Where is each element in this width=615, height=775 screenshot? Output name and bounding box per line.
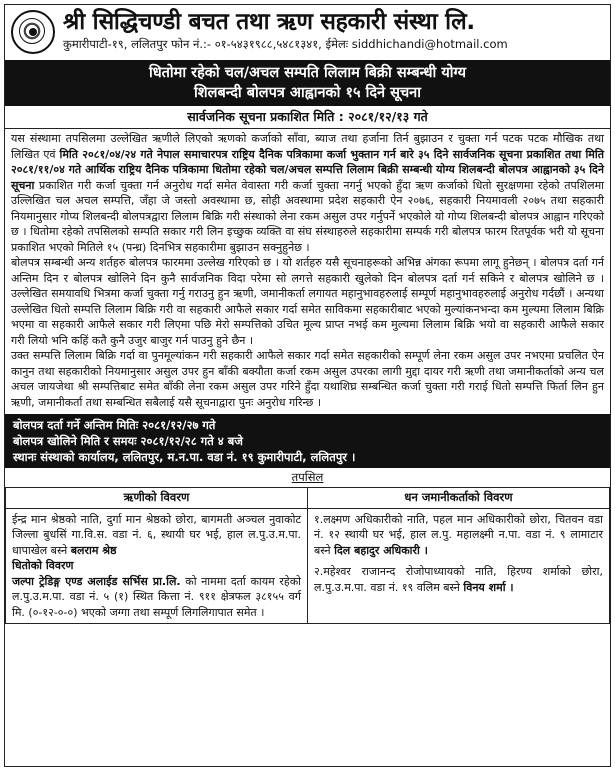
collateral-owner: जल्पा ट्रेडिङ्ग एण्ड अलाईड सर्भिस प्रा.लि.	[12, 574, 181, 588]
borrower-address: ईन्द्र मान श्रेष्ठको नाति, दुर्गा मान श्रेष्ठको छोरा, बागमती अञ्चल नुवाकोट जिल्ला बुधसिं गा.वि.स. वडा नं. ६, स्थायी घर भई, हाल ल.पु.उ.म.पा. धापाखेल बस्ने	[12, 512, 301, 557]
paragraph-1-rest: प्रकाशित गरी कर्जा चुक्ता गर्न अनुरोध गर्दा समेत वेवास्ता गरी कर्जा चुक्ता नगर्नु भएको हुँदा ऋण कर्जाको धितो सुरक्षणमा रहेको तपशिलमा उल्लिखित चल अचल सम्पत्ति, जँहा जे जस्तो अवस्थामा छ, सोही अवस्थामा प्रदेश सहकारी ऐन २०७६, सहकारी नियमावली २०७५ तथा सहकारी नियमानुसार गोप्य शिलबन्दी बोलपत्रद्वारा लिलाम बिक्रि गरी संस्थाको लेना रकम असुल उपर गर्नुपर्ने भएकोले यो गोप्य शिलबन्दी बोलपत्र आह्वान गरिएको छ । धितोमा रहेको तपसिलको सम्पति सकार गरी लिन इच्छुक व्यक्ति वा संघ संस्थाहरुले सहकारीमा सम्पर्क गरी बोलपत्र फारम रितपूर्वक भरी यो सूचना प्रकाशित भएको मितिले १५ (पन्ध्र) दिनभित्र सहकारीमा बुझाउन सक्नुहुनेछ ।	[11, 178, 604, 254]
collateral-heading: धितोको विवरण	[12, 559, 74, 572]
schedule-header-guarantor: धन जमानीकर्ताको विवरण	[308, 488, 610, 509]
paragraph-1-highlight: मिति २०८१/०४/२४ गते नेपाल समाचारपत्र राष्ट्रिय दैनिक पत्रिकामा कर्जा भुक्तान गर्न बारे ३५ दिने सार्वजनिक सूचना प्रकाशित तथा मिति २०८१/११/०४ गते आर्थिक राष्ट्रिय दैनिक पत्रिकामा धितोमा रहेको चल/अचल सम्पत्ति लिलाम बिक्री सम्बन्धी योग्य शिलबन्दी बोलपत्र आह्वानको ३५ दिने सूचना	[11, 147, 604, 192]
organization-contact: कुमारीपाटी-१९, ललितपुर फोन नं.:- ०१-५४३१९८८,५४८१३४१, ईमेलः siddhichandi@hotmail.com	[63, 37, 508, 51]
collateral-heading-line	[12, 558, 301, 574]
schedule-table	[5, 487, 610, 624]
publish-date: सार्वजनिक सूचना प्रकाशित मिति : २०८१/१२/१३ गते	[5, 106, 610, 129]
guarantor-1-name: दिल बहादुर अधिकारी ।	[334, 543, 428, 557]
bid-deadline: बोलपत्र दर्ता गर्ने अन्तिम मितिः २०८१/१२/२७ गते	[13, 418, 216, 432]
collateral-description: को नाममा दर्ता कायम रहेको ल.पु.उ.म.पा. वडा नं. ५ (१) स्थित कित्ता नं. ९११ क्षेत्रफल ३८१५५ वर्ग मि. (०-१२-०-०) भएको जग्गा तथा सम्पूर्ण लिगलिगापात समेत ।	[12, 574, 301, 619]
organization-logo	[11, 10, 55, 54]
guarantor-2-address: २.महेश्वर राजानन्द रोजोपाध्यायको नाति, हिरण्य शर्माको छोरा, ल.पु.उ.म.पा. वडा नं. १९ वलिम बस्ने	[314, 565, 603, 594]
notice-title-line-1: धितोमा रहेको चल/अचल सम्पति लिलाम बिक्री सम्बन्धी योग्य	[148, 65, 466, 81]
notice-body	[5, 129, 610, 410]
bid-info-box	[5, 414, 610, 468]
paragraph-1-intro: यस संस्थामा तपसिलमा उल्लेखित ऋणीले लिएको ऋणको कर्जाको साँवा, ब्याज तथा हर्जाना तिर्न बुझाउन र चुक्ता गर्न पटक पटक मौखिक तथा लिखित एवं	[11, 132, 604, 161]
collateral-info	[12, 574, 301, 621]
paragraph-2: बोलपत्र सम्बन्धी अन्य शर्तहरु बोलपत्र फारममा उल्लेख गरिएको छ । यो शर्तहरु यसै सूचनाहरूको अभिन्न अंगका रूपमा लागू हुनेछन् । बोलपत्र दर्ता गर्न अन्तिम दिन र बोलपत्र खोलिने दिन कुनै सार्वजनिक विदा परेमा सो लगत्ते सहकारी खुलेको दिन बोलपत्र दर्ता गर्न सकिने र बोलपत्र खोलिने छ । उल्लेखित समयावधि भित्रमा कर्जा चुक्ता गर्नु गराउनु हुन ऋणी, जमानीकर्ता लगायत महानुभावहरुलाई सम्पूर्ण महानुभावहरुलाई अनुरोध गर्दछौं । अन्यथा उल्लेखित धितो सम्पत्ति लिलाम बिक्रि गरी वा सहकारी आफैले सकार गर्दा समेत साविकमा सहकारीबाट भएको मुल्यांकनभन्दा कम मुल्यमा लिलाम बिक्रि भएमा वा सहकारी आफैले सकार गरी लिएमा पछि मेरो सम्पत्तिको उचित मूल्य प्राप्त नभई कम मुल्यमा लिलाम बिक्रि भयो वा सहकारी आफैले सकार गरी लियो भनि कहिं कतै कुनै उजुर बाजुर गर्न पाउनु हुने छैन ।	[11, 256, 604, 347]
guarantor-details	[308, 508, 610, 624]
letterhead-text	[63, 8, 604, 52]
schedule-header-borrower: ऋणीको विवरण	[6, 488, 308, 509]
bid-opening: बोलपत्र खोलिने मिति र समयः २०८१/१२/२८ गते ४ बजे	[13, 434, 243, 448]
guarantor-2-name: विनय शर्मा ।	[463, 580, 514, 594]
notice-title-line-2: शिलबन्दी बोलपत्र आह्वानको १५ दिने सूचना	[194, 85, 421, 101]
notice-title	[5, 60, 610, 106]
borrower-info	[12, 512, 301, 559]
bid-venue: स्थानः संस्थाको कार्यालय, ललितपुर, म.न.पा. वडा नं. १९ कुमारीपाटी, ललितपुर ।	[13, 450, 356, 464]
schedule-header-row	[6, 488, 610, 509]
schedule-row	[6, 508, 610, 624]
notice-page	[4, 4, 611, 767]
guarantor-1-address: १.लक्ष्मण अधिकारीको नाति, पहल मान अधिकारीको छोरा, चितवन वडा नं. १२ स्थायी घर भई, हाल ल.पु. महालक्ष्मी न.पा. वडा नं. ९ लामाटार बस्ने	[314, 512, 603, 557]
paragraph-3: उक्त सम्पत्ति लिलाम बिक्रि गर्दा वा पुनमूल्यांकन गरी सहकारी आफैले सकार गर्दा समेत सहकारीको सम्पूर्ण लेना रकम असुल उपर नभएमा प्रचलित ऐन कानुन तथा सहकारीको नियमानुसार असुल उपर हुन बाँकी बक्यौता कर्जा रकम असुल उपरका लागी मुद्दा दायर गरी ऋणी तथा जमानीकर्ताको अन्य चल अचल जायजेथा श्री सम्पत्तिबाट समेत बाँकी लेना रकम असुल उपर गरिने हुँदा यथाशिघ्र सम्बन्धित कर्जा चुक्ता गरी गराई धितो सम्पत्ति फिर्ता लिन हुन ऋणी, जमानीकर्ता तथा सम्बन्धित सबैलाई यसै सूचनाद्वारा पुनः अनुरोध गरिन्छ ।	[11, 349, 604, 409]
organization-name: श्री सिद्धिचण्डी बचत तथा ऋण सहकारी संस्था लि.	[63, 9, 475, 35]
paragraph-1	[11, 131, 604, 255]
schedule-label: तपसिल	[291, 470, 324, 484]
guarantor-2	[314, 564, 603, 595]
guarantor-1	[314, 512, 603, 559]
borrower-details	[6, 508, 308, 624]
borrower-name: बलराम श्रेष्ठ	[70, 543, 117, 557]
letterhead	[5, 5, 610, 60]
